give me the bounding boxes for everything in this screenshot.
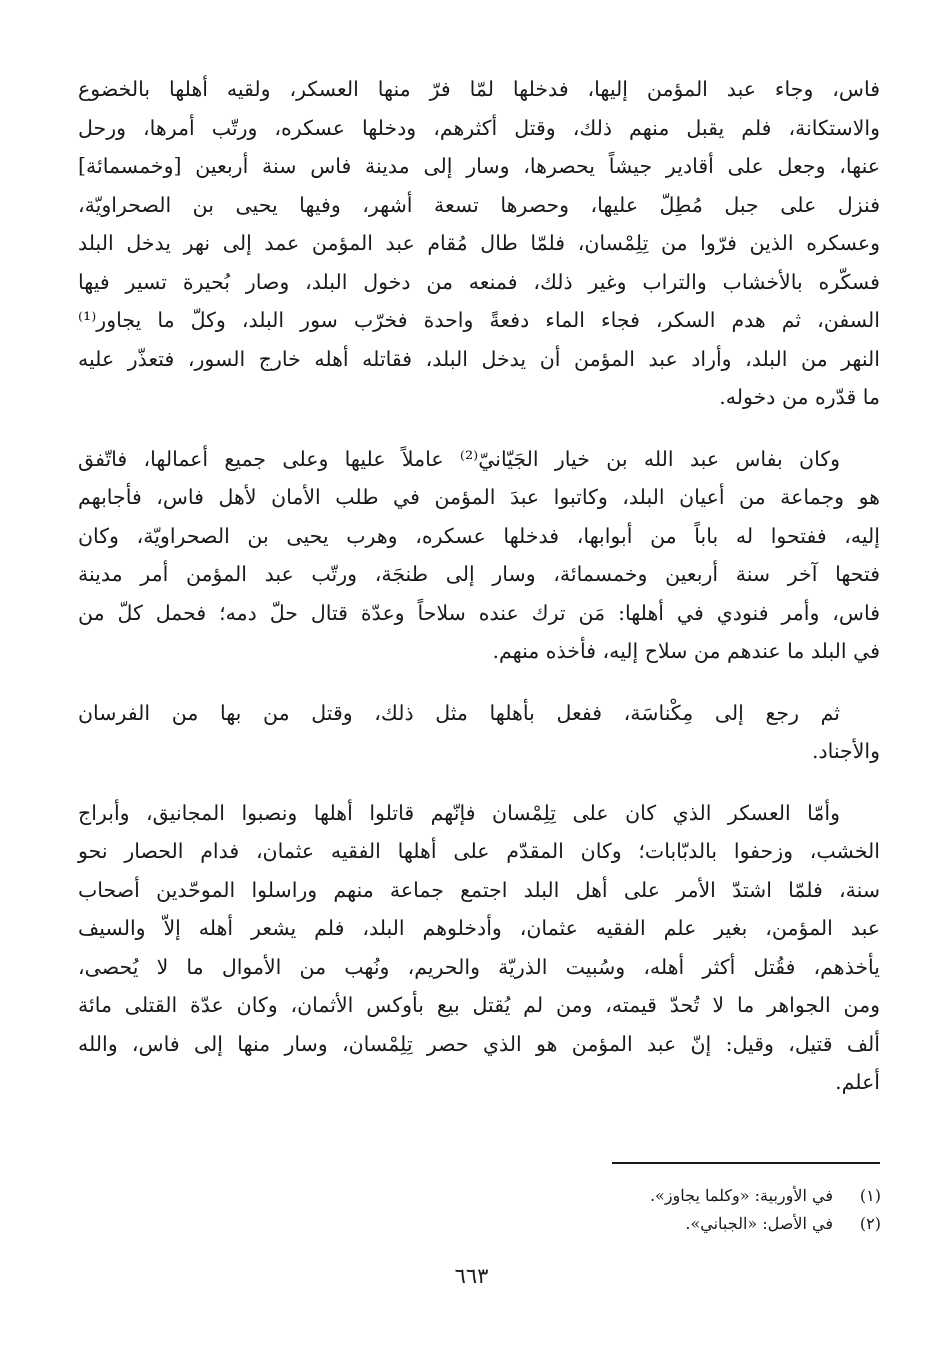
footnotes (381, 1182, 881, 1238)
text-line: وعسكره الذين فرّوا من تِلِمْسان، فلمّا طال مُقام عبد المؤمن عمد إلى نهر يدخل البلد (78, 231, 880, 255)
text-line: يأخذهم، فقُتل أكثر أهله، وسُبيت الذريّة والحريم، ونُهب من الأموال ما لا يُحصى، (78, 954, 880, 979)
text-line: فنزل على جبل مُطِلّ عليها، وحصرها تسعة أشهر، وفيها يحيى بن الصحراويّة، (78, 192, 880, 217)
footnote-1 (381, 1182, 881, 1210)
page-number: ٦٦٣ (454, 1264, 489, 1288)
text-line: فسكّره بالأخشاب والتراب وغير ذلك، فمنعه من دخول البلد، وصار بُحيرة تسير فيها (78, 269, 880, 294)
text-line: إليه، ففتحوا له باباً من أبوابها، فدخلها عسكره، وهرب يحيى بن الصحراويّة، وكان (78, 523, 880, 548)
paragraph-1 (78, 70, 880, 417)
text-line: النهر من البلد، وأراد عبد المؤمن أن يدخل البلد، فقاتله أهله خارج السور، فتعذّر عليه (78, 346, 880, 371)
text-line: أعلم. (835, 1070, 880, 1094)
footnote-text: في الأوربية: «وكلما يجاوز». (649, 1186, 833, 1205)
text-line: ما قدّره من دخوله. (719, 385, 880, 409)
text-line: هو وجماعة من أعيان البلد، وكاتبوا عبدَ المؤمن في طلب الأمان لأهل فاس، فأجابهم (78, 485, 880, 509)
text-line: عنها، وجعل على أقادير جيشاً يحصرها، وسار إلى مدينة فاس سنة أربعين [وخمسمائة] (78, 154, 880, 178)
text-line: السفن، ثم هدم السكر، فجاء الماء دفعةً واحدة فخرّب سور البلد، وكلّ ما يجاور⁽¹⁾ (78, 308, 880, 332)
text-line: وأمّا العسكر الذي كان على تِلِمْسان فإنّهم قاتلوا أهلها ونصبوا المجانيق، وأبراج (78, 800, 840, 825)
paragraph-3 (78, 694, 880, 771)
text-line: ألف قتيل، وقيل: إنّ عبد المؤمن هو الذي حصر تِلِمْسان، وسار منها إلى فاس، والله (78, 1031, 880, 1056)
footnote-number: (٢) (859, 1214, 881, 1233)
text-line: ومن الجواهر ما لا تُحدّ قيمته، ومن لم يُقتل بيع بأوكس الأثمان، وكان عدّة القتلى مائة (78, 993, 880, 1017)
text-line: في البلد ما عندهم من سلاح إليه، فأخذه منهم. (492, 639, 880, 663)
text-line: عبد المؤمن، بغير علم الفقيه عثمان، وأدخلوهم البلد، فلم يشعر أهله إلاّ والسيف (78, 916, 880, 940)
text-line: الخشب، وزحفوا بالدبّابات؛ وكان المقدّم على أهلها الفقيه عثمان، فدام الحصار نحو (78, 839, 880, 863)
text-line: والأجناد. (811, 739, 880, 763)
text-line: فاس، وأمر فنودي في أهلها: مَن ترك عنده سلاحاً وعدّة قتال حلّ دمه؛ فحمل كلّ من (78, 600, 880, 625)
text-line: فاس، وجاء عبد المؤمن إليها، فدخلها لمّا فرّ منها العسكر، ولقيه أهلها بالخضوع (78, 77, 880, 101)
footnote-text: في الأصل: «الجباني». (685, 1214, 833, 1233)
paragraph-4 (78, 794, 880, 1102)
text-line: فتحها آخر سنة أربعين وخمسمائة، وسار إلى طنجَة، ورتّب عبد المؤمن أمر مدينة (78, 562, 880, 586)
footnote-divider (612, 1162, 880, 1164)
body-text (78, 70, 880, 1125)
text-line: ثم رجع إلى مِكْناسَة، ففعل بأهلها مثل ذلك، وقتل من بها من الفرسان (78, 700, 840, 725)
text-line: وكان بفاس عبد الله بن خيار الجَيّانيّ⁽²⁾ عاملاً عليها وعلى جميع أعمالها، فاتّفق (78, 446, 840, 471)
footnote-number: (١) (859, 1186, 881, 1205)
text-line: والاستكانة، فلم يقبل منهم ذلك، وقتل أكثرهم، ودخلها عسكره، ورتّب أمرها، ورحل (78, 115, 880, 140)
footnote-2 (381, 1210, 881, 1238)
paragraph-2 (78, 440, 880, 671)
text-line: سنة، فلمّا اشتدّ الأمر على أهل البلد اجتمع جماعة منهم وراسلوا الموحّدين أصحاب (78, 877, 880, 902)
